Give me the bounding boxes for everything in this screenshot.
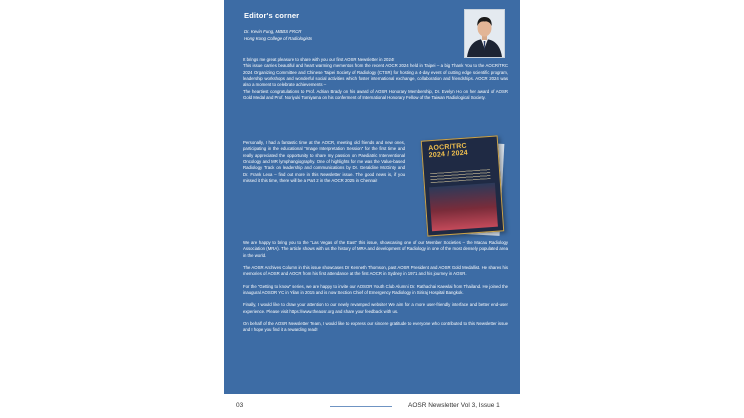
book-cover-photo	[429, 183, 498, 231]
author-affiliation: Hong Kong College of Radiologists	[244, 36, 313, 42]
intro-text	[243, 57, 508, 101]
author-portrait	[464, 9, 505, 58]
author-block	[244, 28, 312, 43]
paragraph: The AOSR Archives Column in this issue showcases Dr Kenneth Thomson, past AOSR President and AOSR Gold Medallist. He shares his memories of AOSR and AOCR from his first attendance at the first AOCR in Sydney in 1971 and his journey in AOSR.	[243, 265, 508, 277]
paragraph: The heartiest congratulations to Prof. Adrian Brady on his award of AOSR Honorary Membership, Dr. Evelyn Ho on her award of AOSR Gold Medal and Prof. Noriyuki Tomiyama on his conferment of International Honorary Fellow of the Taiwan Radiological Society.	[243, 88, 508, 101]
paragraph: Personally, I had a fantastic time at the AOCR, meeting old friends and new ones, participating in the educational “Image Interpretation Session” for the first time and really appreciated the opportunity to share my passion on Paediatric Interventional Oncology and MR lymphangiography. One of highlights for me was the Value-based Radiology Track on leadership and communications by Dr. Geraldine McGinty and Dr. Frank Lexa – find out more in this Newsletter issue. The good news is, if you missed it this time, there will be a Part 2 in the AOCR 2025 in Chennai!	[243, 140, 405, 184]
author-name: Dr. Kevin Fung, MBBS FRCR	[244, 29, 302, 34]
section-title: Editor's corner	[244, 11, 300, 20]
paragraph: It brings me great pleasure to share with you our first AOSR Newsletter in 2024!	[243, 57, 395, 62]
closing-text	[243, 240, 508, 334]
column-text	[243, 140, 405, 184]
paragraph: This issue carries beautiful and heart warming mementos from the recent AOCR 2024 held in Taipei – a big Thank You to the AOCR/TRC 2024 Organizing Committee and Chinese Taipei Society of Radiology (CTSR) for hosting a 4-day event of cutting edge scientific program, leadership workshops and wonderful social activities which foster international exchange, collaboration and friendships. AOCR 2024 was also a moment to celebrate achievements –	[243, 63, 508, 88]
aocr-book-cover	[421, 135, 505, 236]
paragraph: Finally, I would like to draw your attention to our newly revamped website! We aim for a more user-friendly interface and better end-user experience. Please visit https://www.theaosr.org and share your feedback with us.	[243, 302, 508, 314]
editors-corner-panel	[224, 0, 520, 394]
publication-name: AOSR Newsletter Vol 3, Issue 1	[408, 402, 500, 409]
page-number: 03	[236, 402, 244, 409]
portrait-illustration	[465, 10, 504, 57]
paragraph: For the “Getting to know” series, we are happy to invite our AOSOR Youth Club Alumni Dr. Rathachai Kaewlai from Thailand. He joined the inaugural AOSOR YC in Yilan in 2015 and is now Section Chief of Emergency Radiology in Siriraj Hospital Bangkok.	[243, 283, 508, 296]
paragraph: On behalf of the AOSR Newsletter Team, I would like to express our sincere gratitude to everyone who contributed to this Newsletter issue and I hope you find it a rewarding read!	[243, 321, 508, 333]
footer-divider	[330, 406, 392, 407]
book-cover-subtitle	[430, 169, 491, 183]
paragraph: We are happy to bring you to the “Las Vegas of the East” this issue, showcasing one of our Member Societies – the Macau Radiology Association (MRA). The article shows with us the history of MRA and development of Radiology in one of the most densely populated area in the world.	[243, 240, 508, 258]
book-cover-title: AOCR/TRC 2024 / 2024	[428, 142, 469, 160]
